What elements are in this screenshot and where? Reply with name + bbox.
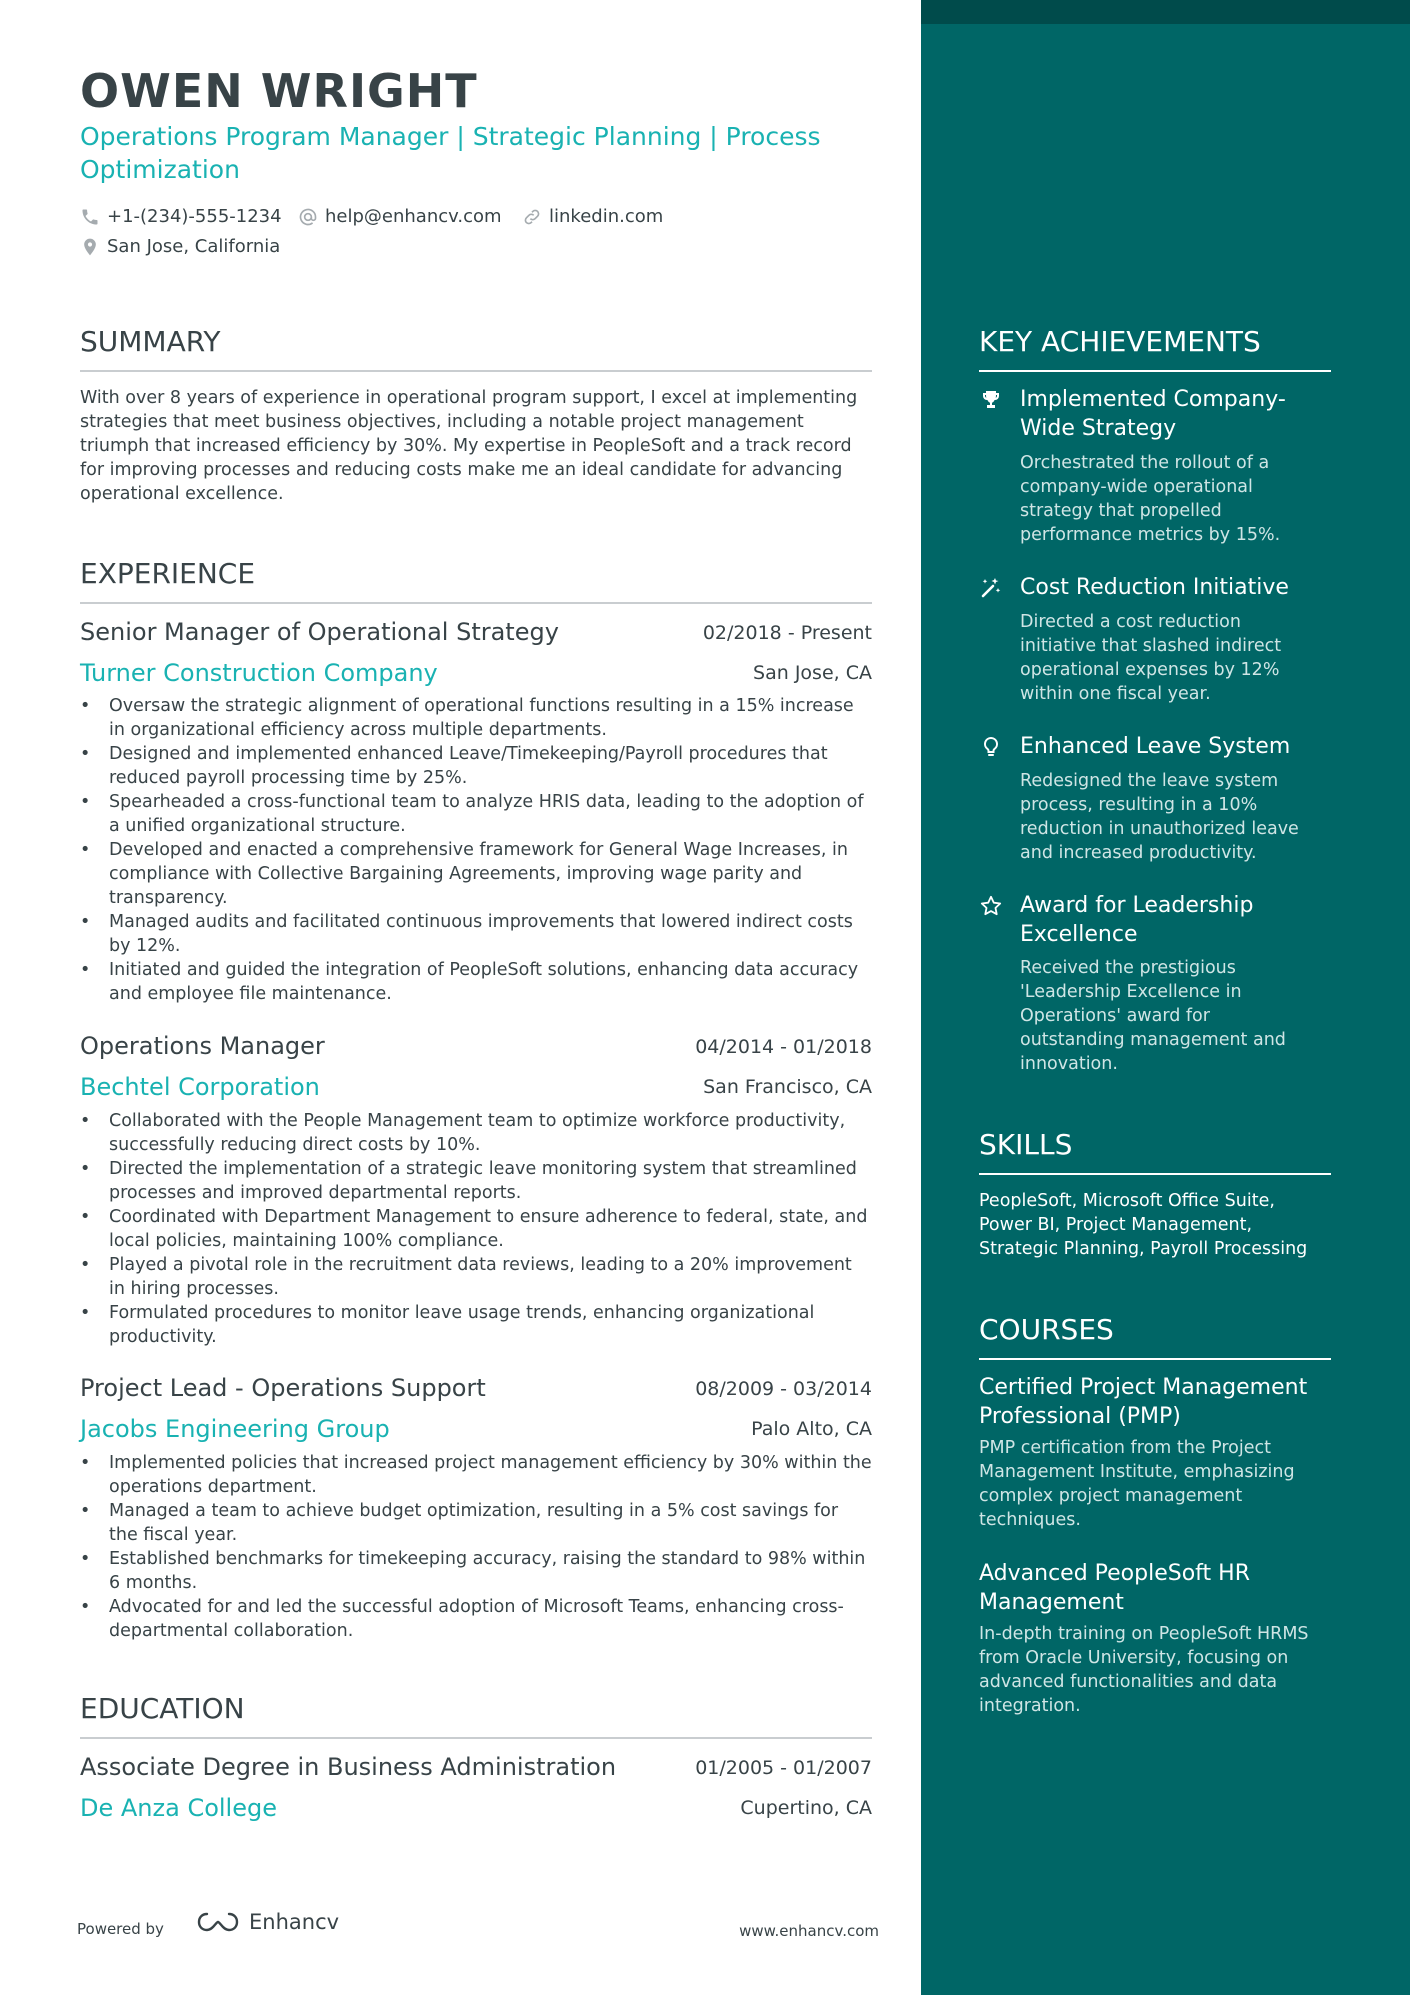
trophy-icon — [979, 388, 1003, 412]
course-title: Certified Project Management Professional (PMP) — [979, 1375, 1308, 1429]
contact-email[interactable] — [298, 206, 502, 227]
job-company: Bechtel Corporation — [80, 1073, 320, 1101]
job-bullet: • Established benchmarks for timekeeping accuracy, raising the standard to 98% within 6 months. — [80, 1547, 872, 1595]
magic-wand-icon — [979, 576, 1003, 600]
email-text: help@enhancv.com — [325, 206, 502, 227]
star-icon — [979, 894, 1003, 918]
course-description: In-depth training on PeopleSoft HRMS from Oracle University, focusing on advanced functionalities and data integration. — [979, 1624, 1309, 1716]
job-bullets — [80, 694, 872, 1006]
education-dates: 01/2005 - 01/2007 — [695, 1757, 872, 1779]
education-degree: Associate Degree in Business Administration — [80, 1753, 617, 1781]
job-dates: 08/2009 - 03/2014 — [695, 1378, 872, 1400]
job-bullet: • Directed the implementation of a strategic leave monitoring system that streamlined processes and improved departmental reports. — [80, 1157, 872, 1205]
job-bullet: • Advocated for and led the successful adoption of Microsoft Teams, enhancing cross-departmental collaboration. — [80, 1595, 872, 1643]
courses-heading: COURSES — [979, 1313, 1331, 1360]
education-location: Cupertino, CA — [740, 1797, 872, 1819]
at-sign-icon — [298, 207, 318, 227]
job-bullet: • Initiated and guided the integration of PeopleSoft solutions, enhancing data accuracy and employee file maintenance. — [80, 958, 872, 1006]
candidate-name: OWEN WRIGHT — [80, 64, 478, 118]
education-school: De Anza College — [80, 1794, 277, 1822]
job-bullet: • Managed a team to achieve budget optimization, resulting in a 5% cost savings for the fiscal year. — [80, 1499, 872, 1547]
job-bullet: • Implemented policies that increased project management efficiency by 30% within the operations department. — [80, 1451, 872, 1499]
link-icon — [522, 207, 542, 227]
location-text: San Jose, California — [107, 236, 281, 257]
job-bullet: • Spearheaded a cross-functional team to analyze HRIS data, leading to the adoption of a unified organizational structure. — [80, 790, 872, 838]
job-location: San Francisco, CA — [703, 1076, 872, 1098]
job-role: Senior Manager of Operational Strategy — [80, 618, 559, 646]
job-location: Palo Alto, CA — [751, 1418, 872, 1440]
achievement-title: Enhanced Leave System — [1020, 734, 1291, 759]
phone-icon — [80, 207, 100, 227]
job-dates: 02/2018 - Present — [702, 622, 872, 644]
location-pin-icon — [80, 237, 100, 257]
footer-brand-name: Enhancv — [249, 1910, 340, 1934]
job-dates: 04/2014 - 01/2018 — [695, 1036, 872, 1058]
contact-phone[interactable] — [80, 206, 282, 227]
footer-powered-by: Powered by — [77, 1920, 164, 1938]
job-bullets — [80, 1109, 872, 1349]
candidate-title: Operations Program Manager | Strategic Planning | Process Optimization — [80, 122, 821, 184]
footer-url[interactable]: www.enhancv.com — [739, 1922, 879, 1940]
job-bullet: • Managed audits and facilitated continuous improvements that lowered indirect costs by 12%. — [80, 910, 872, 958]
course-description: PMP certification from the Project Management Institute, emphasizing complex project management techniques. — [979, 1438, 1295, 1530]
job-location: San Jose, CA — [753, 662, 872, 684]
achievement-title: Award for Leadership Excellence — [1020, 893, 1254, 947]
achievement-description: Orchestrated the rollout of a company-wide operational strategy that propelled performance metrics by 15%. — [1020, 453, 1281, 545]
job-role: Project Lead - Operations Support — [80, 1374, 486, 1402]
education-heading: EDUCATION — [80, 1692, 872, 1739]
achievement-title: Cost Reduction Initiative — [1020, 575, 1289, 600]
job-bullet: • Formulated procedures to monitor leave usage trends, enhancing organizational productivity. — [80, 1301, 872, 1349]
lightbulb-icon — [979, 735, 1003, 759]
sidebar-top-band — [921, 0, 1410, 24]
job-bullet: • Oversaw the strategic alignment of operational functions resulting in a 15% increase in organizational efficiency across multiple departments. — [80, 694, 872, 742]
job-role: Operations Manager — [80, 1032, 325, 1060]
contact-linkedin[interactable] — [522, 206, 663, 227]
job-bullet: • Developed and enacted a comprehensive framework for General Wage Increases, in compliance with Collective Bargaining Agreements, improving wage parity and transparency. — [80, 838, 872, 910]
achievement-description: Redesigned the leave system process, resulting in a 10% reduction in unauthorized leave and increased productivity. — [1020, 771, 1299, 863]
job-bullet: • Designed and implemented enhanced Leave/Timekeeping/Payroll procedures that reduced payroll processing time by 25%. — [80, 742, 872, 790]
linkedin-text: linkedin.com — [549, 206, 664, 227]
job-bullet: • Coordinated with Department Management to ensure adherence to federal, state, and local policies, maintaining 100% compliance. — [80, 1205, 872, 1253]
contact-location — [80, 236, 280, 257]
achievement-description: Directed a cost reduction initiative that slashed indirect operational expenses by 12% within one fiscal year. — [1020, 612, 1282, 704]
job-bullets — [80, 1451, 872, 1643]
course-title: Advanced PeopleSoft HR Management — [979, 1561, 1250, 1615]
achievements-heading: KEY ACHIEVEMENTS — [979, 325, 1331, 372]
job-bullet: • Collaborated with the People Management team to optimize workforce productivity, successfully reducing direct costs by 10%. — [80, 1109, 872, 1157]
achievement-description: Received the prestigious 'Leadership Excellence in Operations' award for outstanding management and innovation. — [1020, 958, 1286, 1074]
achievement-title: Implemented Company-Wide Strategy — [1020, 387, 1286, 441]
phone-text: +1-(234)-555-1234 — [107, 206, 282, 227]
footer-brand-logo[interactable] — [195, 1910, 339, 1934]
skills-heading: SKILLS — [979, 1128, 1331, 1175]
experience-heading: EXPERIENCE — [80, 557, 872, 604]
enhancv-logo-icon — [195, 1910, 241, 1934]
skills-list: PeopleSoft, Microsoft Office Suite, Power BI, Project Management, Strategic Planning, Payroll Processing — [979, 1191, 1308, 1259]
summary-text: With over 8 years of experience in operational program support, I excel at implementing strategies that meet business objectives, including a notable project management triumph that increased efficiency by 30%. My expertise in PeopleSoft and a track record for improving processes and reducing costs make me an ideal candidate for advancing operational excellence. — [80, 388, 858, 504]
job-company: Jacobs Engineering Group — [80, 1415, 390, 1443]
job-bullet: • Played a pivotal role in the recruitment data reviews, leading to a 20% improvement in hiring processes. — [80, 1253, 872, 1301]
job-company: Turner Construction Company — [80, 659, 438, 687]
summary-heading: SUMMARY — [80, 325, 872, 372]
